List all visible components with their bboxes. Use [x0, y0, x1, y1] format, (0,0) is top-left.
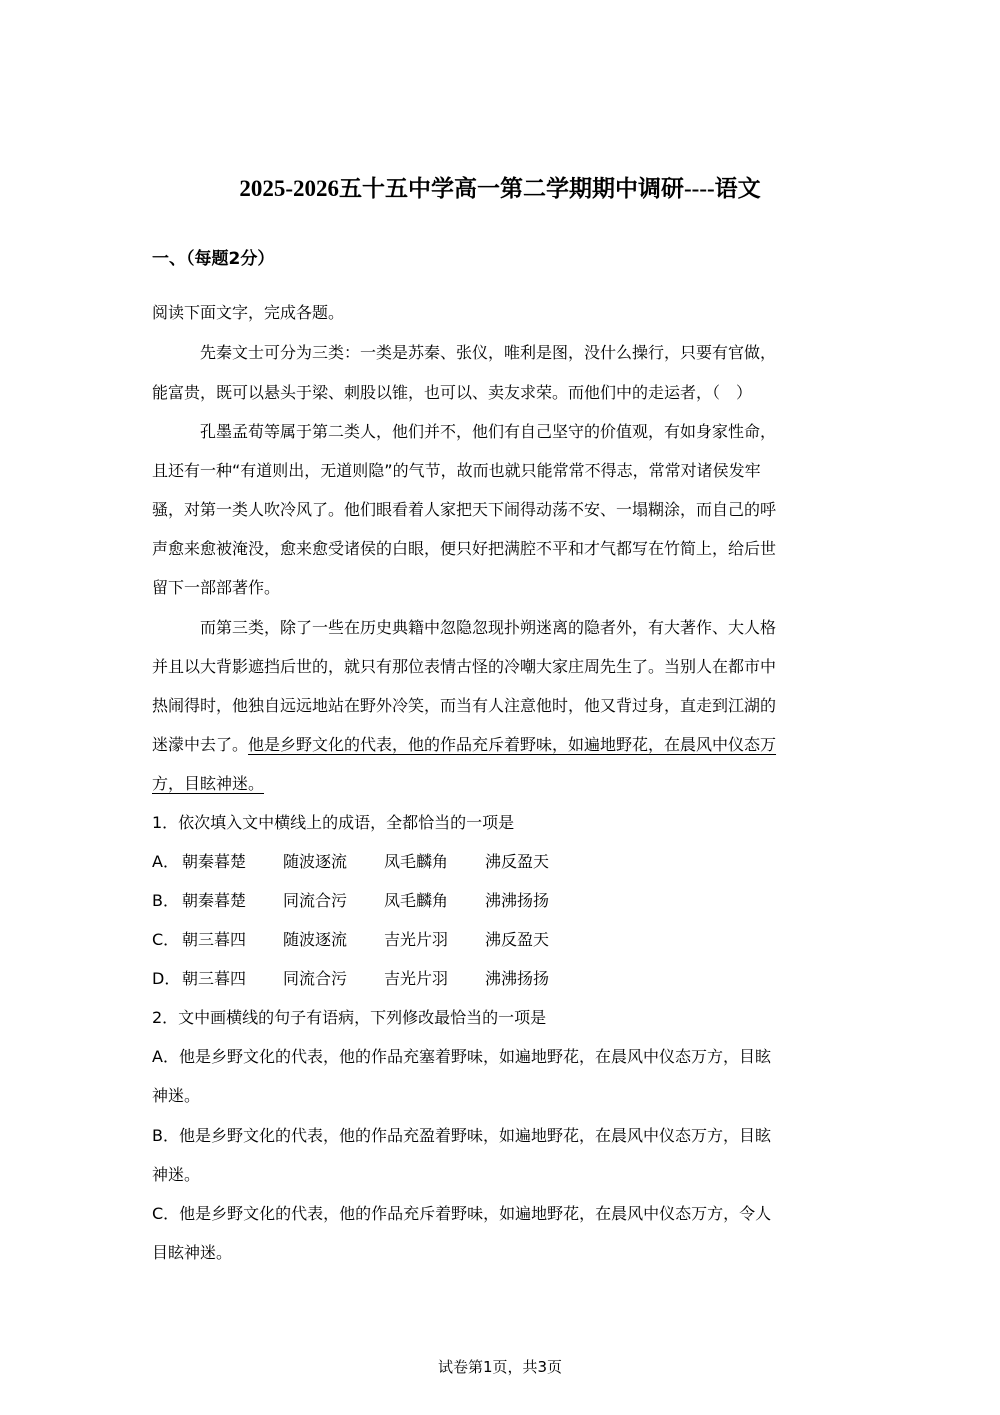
q2-option-b-line1: B．他是乡野文化的代表，他的作品充盈着野味，如遍地野花，在晨风中仪态万方，目眩	[152, 1126, 771, 1145]
q2-option-a-line2: 神迷。	[152, 1086, 201, 1105]
option-idiom: 沸反盈天	[485, 852, 550, 871]
section-heading: 一、（每题2分）	[152, 249, 275, 269]
q2-option-a-line1: A．他是乡野文化的代表，他的作品充塞着野味，如遍地野花，在晨风中仪态万方，目眩	[152, 1047, 771, 1066]
passage-line	[152, 732, 776, 755]
option-idiom: 沸沸扬扬	[485, 891, 550, 910]
option-idiom: 朝三暮四	[182, 969, 247, 988]
passage-line: 孔墨孟荀等属于第二类人，他们并不，他们有自己坚守的价值观，有如身家性命，	[200, 422, 777, 441]
underlined-sentence: 他是乡野文化的代表，他的作品充斥着野味，如遍地野花，在晨风中仪态万	[248, 735, 777, 754]
option-label: B．	[152, 891, 179, 910]
question-2-stem: 2．文中画横线的句子有语病，下列修改最恰当的一项是	[152, 1008, 547, 1027]
passage-line	[152, 771, 264, 794]
option-idiom: 朝秦暮楚	[182, 852, 247, 871]
option-idiom: 吉光片羽	[384, 969, 449, 988]
q1-option-a	[152, 849, 549, 872]
option-idiom: 沸沸扬扬	[485, 969, 550, 988]
page-footer: 试卷第1页，共3页	[437, 1358, 563, 1376]
instruction: 阅读下面文字，完成各题。	[152, 303, 345, 322]
option-label: A．	[152, 852, 179, 871]
option-idiom: 吉光片羽	[384, 930, 449, 949]
option-idiom: 凤毛麟角	[384, 852, 449, 871]
option-idiom: 凤毛麟角	[384, 891, 449, 910]
passage-line: 能富贵，既可以悬头于梁、刺股以锥，也可以、卖友求荣。而他们中的走运者，（ ）	[152, 383, 753, 402]
option-idiom: 沸反盈天	[485, 930, 550, 949]
option-idiom: 同流合污	[283, 891, 348, 910]
underlined-sentence: 方，目眩神迷。	[152, 774, 265, 793]
page-title: 2025-2026五十五中学高一第二学期期中调研----语文	[239, 176, 761, 201]
passage-line: 且还有一种“有道则出，无道则隐”的气节，故而也就只能常常不得志，常常对诸侯发牢	[152, 461, 761, 480]
passage-line: 热闹得时，他独自远远地站在野外冷笑，而当有人注意他时，他又背过身，直走到江湖的	[152, 696, 777, 715]
option-idiom: 随波逐流	[283, 852, 348, 871]
q1-option-c	[152, 927, 549, 950]
passage-line: 并且以大背影遮挡后世的，就只有那位表情古怪的冷嘲大家庄周先生了。当别人在都市中	[152, 657, 777, 676]
option-idiom: 同流合污	[283, 969, 348, 988]
option-label: D．	[152, 969, 181, 988]
q1-option-d	[152, 966, 549, 989]
passage-line: 而第三类，除了一些在历史典籍中忽隐忽现扑朔迷离的隐者外，有大著作、大人格	[200, 618, 777, 637]
q2-option-b-line2: 神迷。	[152, 1165, 201, 1184]
option-idiom: 随波逐流	[283, 930, 348, 949]
option-idiom: 朝三暮四	[182, 930, 247, 949]
q1-option-b	[152, 888, 549, 911]
passage-line: 留下一部部著作。	[152, 578, 281, 597]
passage-line: 先秦文士可分为三类：一类是苏秦、张仪，唯利是图，没什么操行，只要有官做，	[200, 343, 777, 362]
option-label: C．	[152, 930, 180, 949]
passage-text: 迷濛中去了。	[152, 735, 249, 754]
option-idiom: 朝秦暮楚	[182, 891, 247, 910]
q2-option-c-line2: 目眩神迷。	[152, 1243, 233, 1262]
passage-line: 声愈来愈被淹没，愈来愈受诸侯的白眼，便只好把满腔不平和才气都写在竹简上，给后世	[152, 539, 777, 558]
passage-line: 骚，对第一类人吹冷风了。他们眼看着人家把天下闹得动荡不安、一塌糊涂，而自己的呼	[152, 500, 777, 519]
q2-option-c-line1: C．他是乡野文化的代表，他的作品充斥着野味，如遍地野花，在晨风中仪态万方，令人	[152, 1204, 772, 1223]
question-1-stem: 1．依次填入文中横线上的成语，全都恰当的一项是	[152, 813, 515, 832]
